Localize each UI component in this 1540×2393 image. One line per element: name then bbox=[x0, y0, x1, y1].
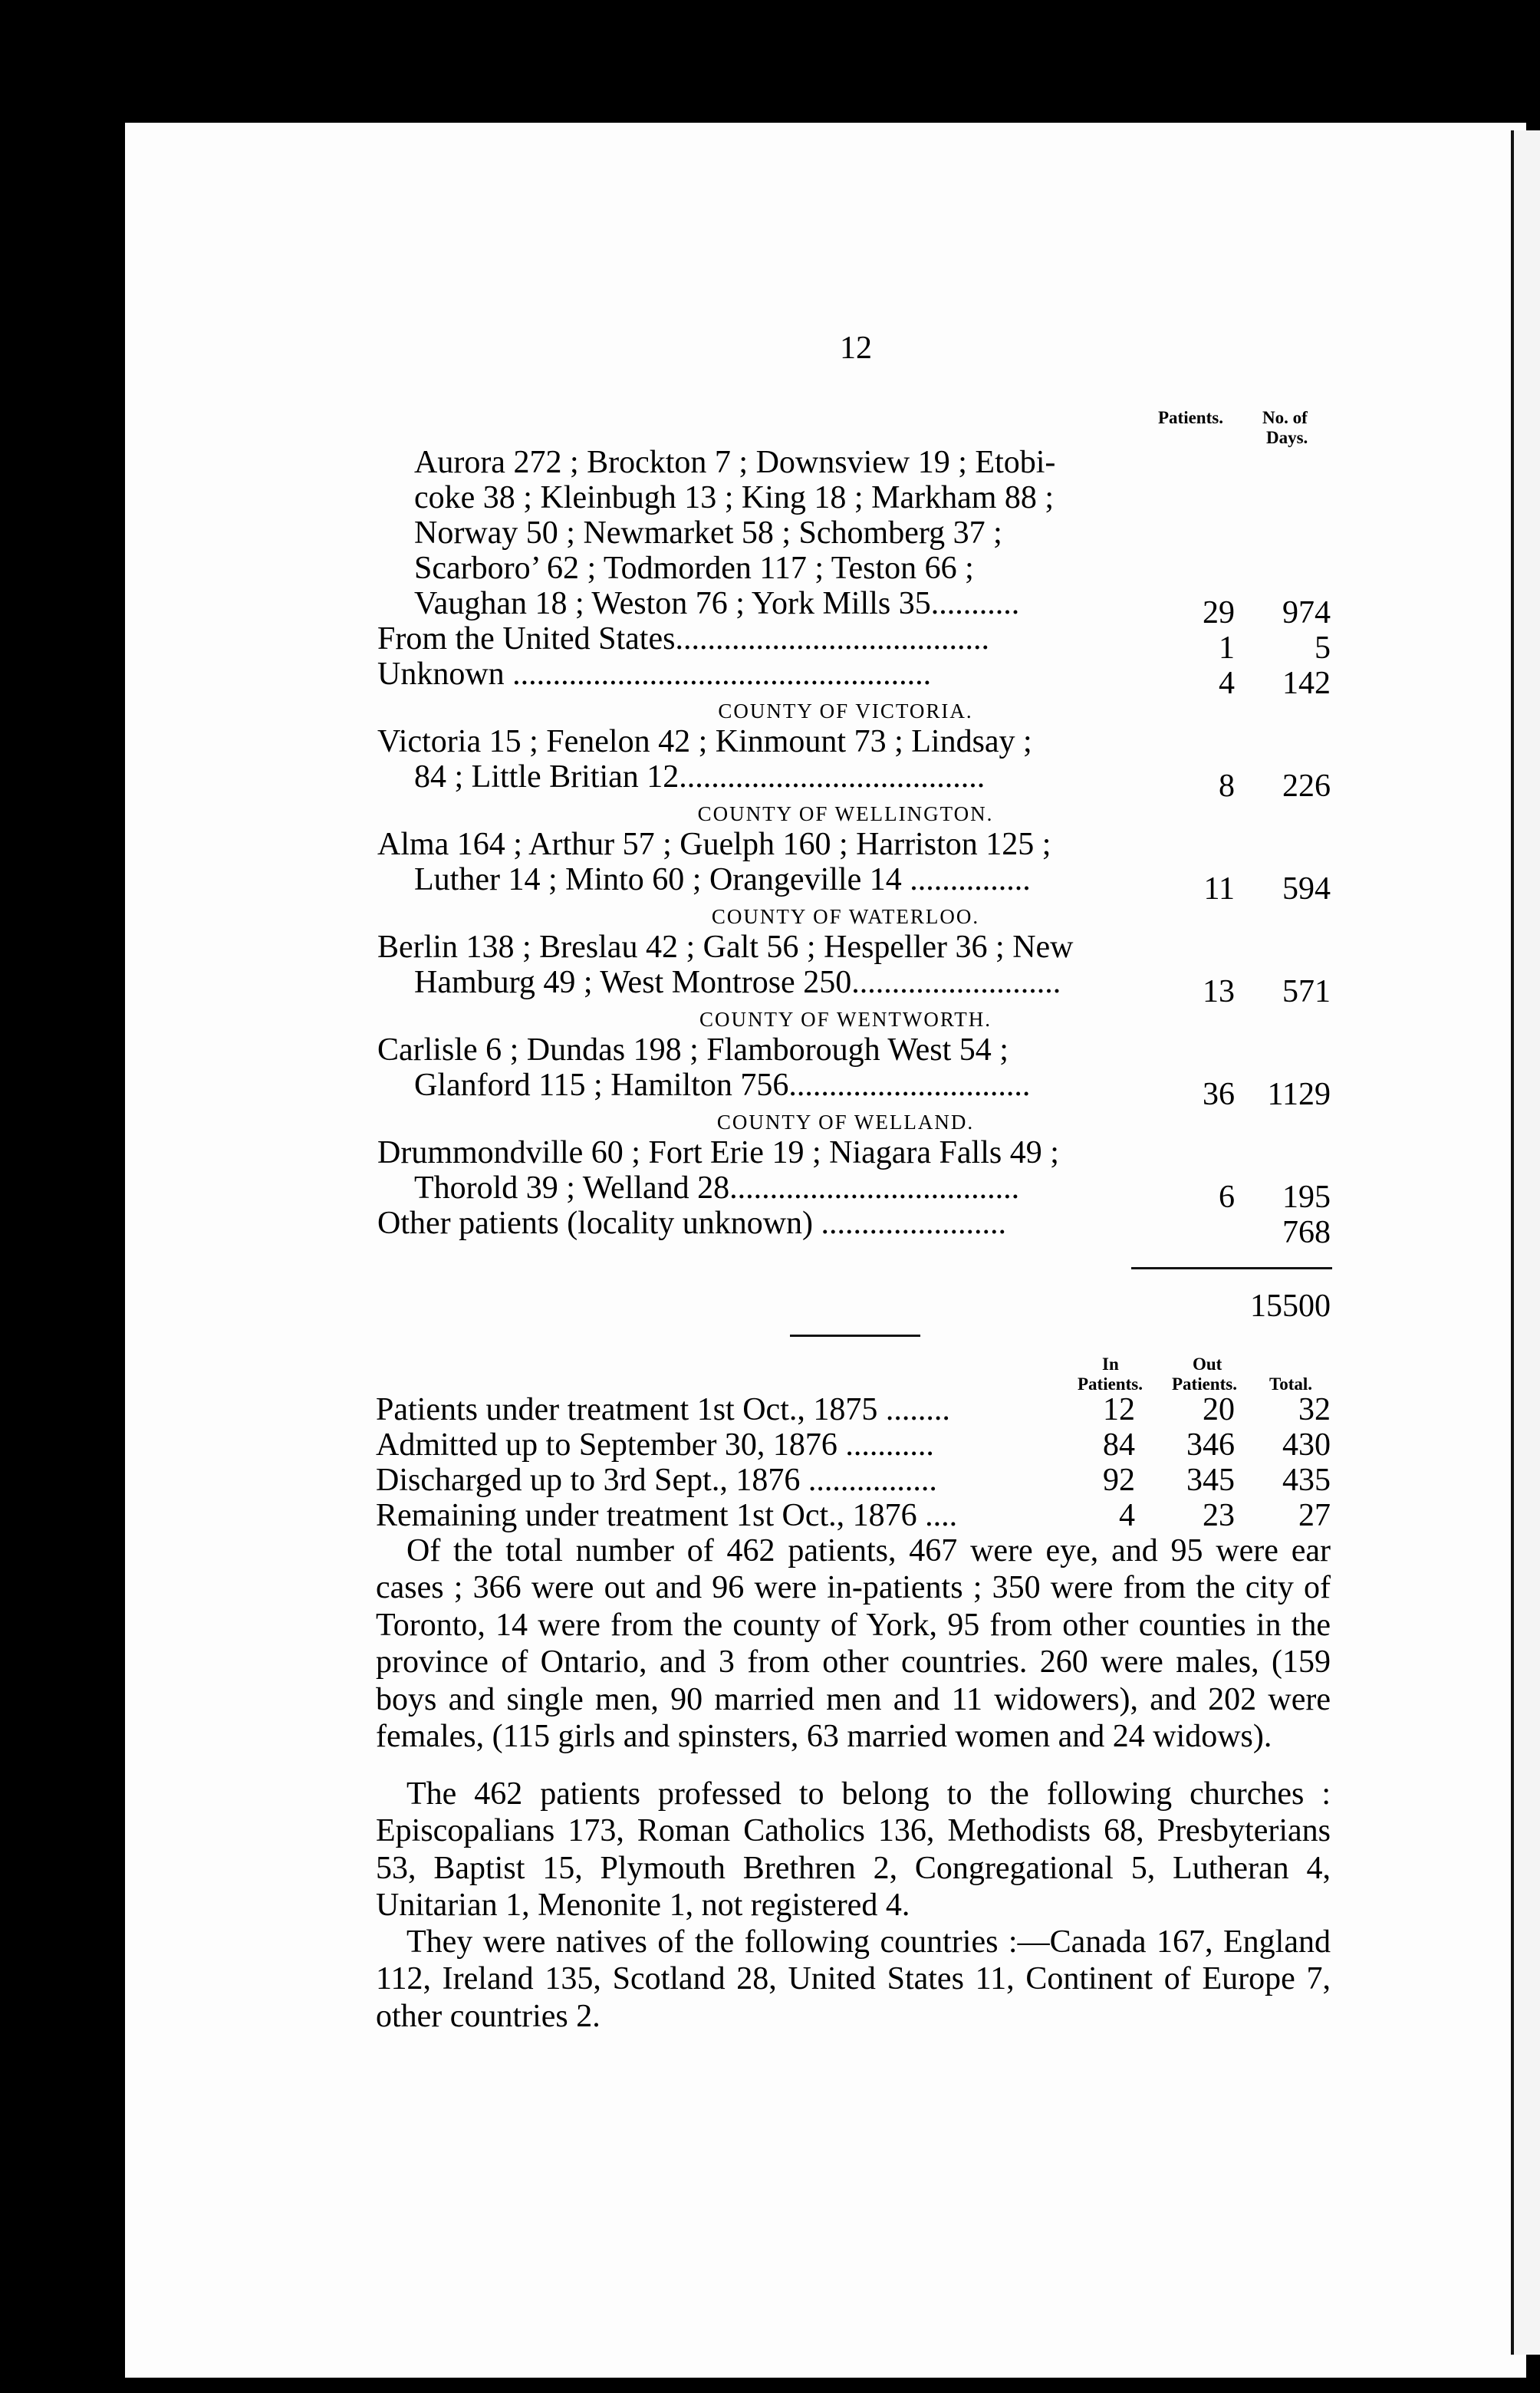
locality-line: Alma 164 ; Arthur 57 ; Guelph 160 ; Harriston 125 ; bbox=[377, 827, 1051, 862]
days-count: 195 bbox=[1282, 1180, 1331, 1215]
summary-row-label: Patients under treatment 1st Oct., 1875 ........ bbox=[376, 1392, 950, 1427]
patients-count: 6 bbox=[1219, 1180, 1235, 1215]
page-number: 12 bbox=[840, 331, 872, 366]
out-patients-value: 346 bbox=[1186, 1427, 1235, 1463]
days-count: 226 bbox=[1282, 769, 1331, 804]
total-value: 435 bbox=[1282, 1463, 1331, 1498]
locality-line: Norway 50 ; Newmarket 58 ; Schomberg 37 ; bbox=[414, 515, 1002, 551]
patients-count: 36 bbox=[1203, 1077, 1235, 1112]
county-heading: COUNTY OF VICTORIA. bbox=[718, 699, 973, 723]
locality-line: Aurora 272 ; Brockton 7 ; Downsview 19 ; Etobi- bbox=[414, 445, 1056, 480]
days-count: 768 bbox=[1282, 1215, 1331, 1250]
county-heading: COUNTY OF WELLINGTON. bbox=[697, 802, 994, 825]
col-header-days-1: No. of bbox=[1262, 408, 1308, 427]
locality-line: coke 38 ; Kleinbugh 13 ; King 18 ; Markham 88 ; bbox=[414, 480, 1055, 515]
patients-count: 8 bbox=[1219, 769, 1235, 804]
patients-count: 29 bbox=[1203, 595, 1235, 630]
days-count: 594 bbox=[1282, 871, 1331, 907]
total-value: 32 bbox=[1298, 1392, 1331, 1427]
summary-row-label: Remaining under treatment 1st Oct., 1876 .... bbox=[376, 1498, 958, 1533]
section-divider bbox=[790, 1335, 920, 1337]
in-patients-value: 92 bbox=[1103, 1463, 1135, 1498]
sum-rule bbox=[1131, 1267, 1332, 1269]
paragraph-countries: They were natives of the following countries :—Canada 167, England 112, Ireland 135, Scotland 28, United States 11, Continent of Europe 7, other countries 2. bbox=[376, 1924, 1331, 2034]
locality-line: From the United States....................................... bbox=[377, 621, 989, 657]
total-value: 27 bbox=[1298, 1498, 1331, 1533]
col-header-out-2: Patients. bbox=[1172, 1374, 1237, 1394]
locality-line: Thorold 39 ; Welland 28.................................... bbox=[414, 1170, 1020, 1206]
days-count: 974 bbox=[1282, 595, 1331, 630]
summary-row-label: Discharged up to 3rd Sept., 1876 ................ bbox=[376, 1463, 937, 1498]
paragraph-churches: The 462 patients professed to belong to the following churches : Episcopalians 173, Roman Catholics 136, Methodists 68, Presbyterians 53, Baptist 15, Plymouth Brethren 2, Congregational 5, Lutheran 4, Unitarian 1, Menonite 1, not registered 4. bbox=[376, 1776, 1331, 1924]
col-header-patients: Patients. bbox=[1158, 408, 1223, 427]
days-count: 5 bbox=[1315, 630, 1331, 666]
county-heading: COUNTY OF WATERLOO. bbox=[711, 905, 980, 928]
locality-line: Other patients (locality unknown) ....................... bbox=[377, 1206, 1007, 1241]
col-header-out-1: Out bbox=[1193, 1354, 1222, 1374]
locality-line: Hamburg 49 ; West Montrose 250.......................... bbox=[414, 965, 1061, 1000]
locality-line: Drummondville 60 ; Fort Erie 19 ; Niagara Falls 49 ; bbox=[377, 1135, 1059, 1170]
next-page-edge bbox=[1511, 130, 1540, 2355]
patients-count: 13 bbox=[1203, 974, 1235, 1009]
patients-count: 11 bbox=[1203, 871, 1235, 907]
county-heading: COUNTY OF WELLAND. bbox=[716, 1111, 975, 1134]
col-header-total: Total. bbox=[1269, 1374, 1313, 1394]
days-count: 571 bbox=[1282, 974, 1331, 1009]
out-patients-value: 345 bbox=[1186, 1463, 1235, 1498]
total-days: 15500 bbox=[1250, 1289, 1331, 1324]
locality-line: 84 ; Little Britian 12...................................... bbox=[414, 759, 986, 795]
locality-line: Victoria 15 ; Fenelon 42 ; Kinmount 73 ; Lindsay ; bbox=[377, 724, 1032, 759]
locality-line: Luther 14 ; Minto 60 ; Orangeville 14 ............... bbox=[414, 862, 1031, 897]
locality-line: Glanford 115 ; Hamilton 756.............................. bbox=[414, 1068, 1031, 1103]
summary-row-label: Admitted up to September 30, 1876 ........... bbox=[376, 1427, 934, 1463]
paragraph-statistics: Of the total number of 462 patients, 467 were eye, and 95 were ear cases ; 366 were out and 96 were in-patients ; 350 were from the city of Toronto, 14 were from the county of York, 95 from other counties in the province of Ontario, and 3 from other countries. 260 were males, (159 boys and single men, 90 married men and 11 widowers), and 202 were females, (115 girls and spinsters, 63 married women and 24 widows). bbox=[376, 1533, 1331, 1755]
locality-line: Unknown .................................................... bbox=[377, 657, 932, 692]
patients-count: 1 bbox=[1219, 630, 1235, 666]
in-patients-value: 12 bbox=[1103, 1392, 1135, 1427]
locality-line: Carlisle 6 ; Dundas 198 ; Flamborough West 54 ; bbox=[377, 1032, 1009, 1068]
patients-count: 4 bbox=[1219, 666, 1235, 701]
locality-line: Berlin 138 ; Breslau 42 ; Galt 56 ; Hespeller 36 ; New bbox=[377, 930, 1074, 965]
in-patients-value: 84 bbox=[1103, 1427, 1135, 1463]
in-patients-value: 4 bbox=[1119, 1498, 1135, 1533]
col-header-days-2: Days. bbox=[1266, 428, 1308, 447]
days-count: 142 bbox=[1282, 666, 1331, 701]
col-header-in-1: In bbox=[1102, 1354, 1119, 1374]
col-header-in-2: Patients. bbox=[1078, 1374, 1143, 1394]
out-patients-value: 20 bbox=[1203, 1392, 1235, 1427]
total-value: 430 bbox=[1282, 1427, 1331, 1463]
county-heading: COUNTY OF WENTWORTH. bbox=[699, 1008, 992, 1031]
locality-line: Vaughan 18 ; Weston 76 ; York Mills 35........... bbox=[414, 586, 1020, 621]
out-patients-value: 23 bbox=[1203, 1498, 1235, 1533]
days-count: 1129 bbox=[1267, 1077, 1331, 1112]
locality-line: Scarboro’ 62 ; Todmorden 117 ; Teston 66 ; bbox=[414, 551, 974, 586]
